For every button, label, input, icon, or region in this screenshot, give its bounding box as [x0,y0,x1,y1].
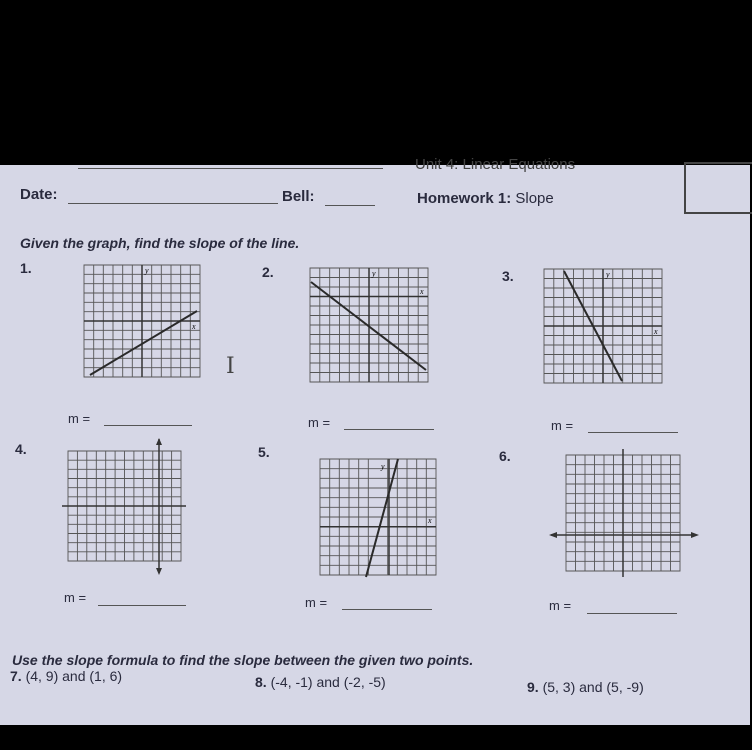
slope-label-2: m = [308,415,331,430]
slope-label-5: m = [305,595,328,610]
graph-5 [316,455,440,581]
y-axis-label: y [381,462,385,471]
problem-number-1: 1. [20,260,32,276]
y-axis-label: y [372,269,376,278]
text-cursor-icon: I [226,354,235,379]
worksheet [0,156,750,725]
slope-label-6: m = [549,598,572,613]
x-axis-label: x [654,327,658,336]
graph-2 [310,268,430,384]
x-axis-arrow-right [691,532,699,538]
slope-label-3: m = [551,418,574,433]
graph-1 [84,265,202,381]
problem-number-3: 3. [502,268,514,284]
problem-number-2: 2. [262,264,274,280]
problem-9 [527,679,644,695]
date-label: Date: [20,186,58,203]
homework-title [417,190,554,207]
problem-9-points: (5, 3) and (5, -9) [538,679,644,695]
y-axis-arrow-down [156,568,162,575]
x-axis-label: x [428,516,432,525]
problem-7 [10,668,122,684]
problem-number-4: 4. [15,441,27,457]
x-axis-arrow-left [549,532,557,538]
slope-label-4: m = [64,590,87,605]
graph-3 [544,269,664,385]
problem-number-8: 8. [255,674,267,690]
name-line [78,168,383,169]
answer-line-1[interactable] [104,425,192,426]
date-line[interactable] [68,203,278,204]
answer-line-3[interactable] [588,432,678,433]
answer-line-6[interactable] [587,613,677,614]
problem-8 [255,674,386,690]
answer-line-5[interactable] [342,609,432,610]
y-axis-label: y [606,270,610,279]
graph-4 [62,437,186,577]
problem-number-5: 5. [258,444,270,460]
score-box [684,162,752,214]
bell-line[interactable] [325,205,375,206]
homework-topic: Slope [511,190,554,207]
section1-instruction: Given the graph, find the slope of the line. [20,235,300,251]
x-axis-label: x [192,322,196,331]
problem-number-6: 6. [499,448,511,464]
grid-lines [320,459,436,575]
answer-line-2[interactable] [344,429,434,430]
line [366,459,398,577]
y-axis-arrow-up [156,438,162,445]
answer-line-4[interactable] [98,605,186,606]
x-axis-label: x [420,287,424,296]
problem-7-points: (4, 9) and (1, 6) [21,668,123,684]
unit-title: Unit 4: Linear Equations [415,156,576,173]
problem-number-7: 7. [10,668,22,684]
graph-6 [548,449,700,579]
problem-number-9: 9. [527,679,539,695]
section2-instruction: Use the slope formula to find the slope between the given two points. [12,652,474,668]
slope-label-1: m = [68,411,91,426]
bell-label: Bell: [282,188,315,205]
y-axis-label: y [145,266,149,275]
problem-8-points: (-4, -1) and (-2, -5) [266,674,386,690]
homework-label: Homework 1: [417,190,512,207]
